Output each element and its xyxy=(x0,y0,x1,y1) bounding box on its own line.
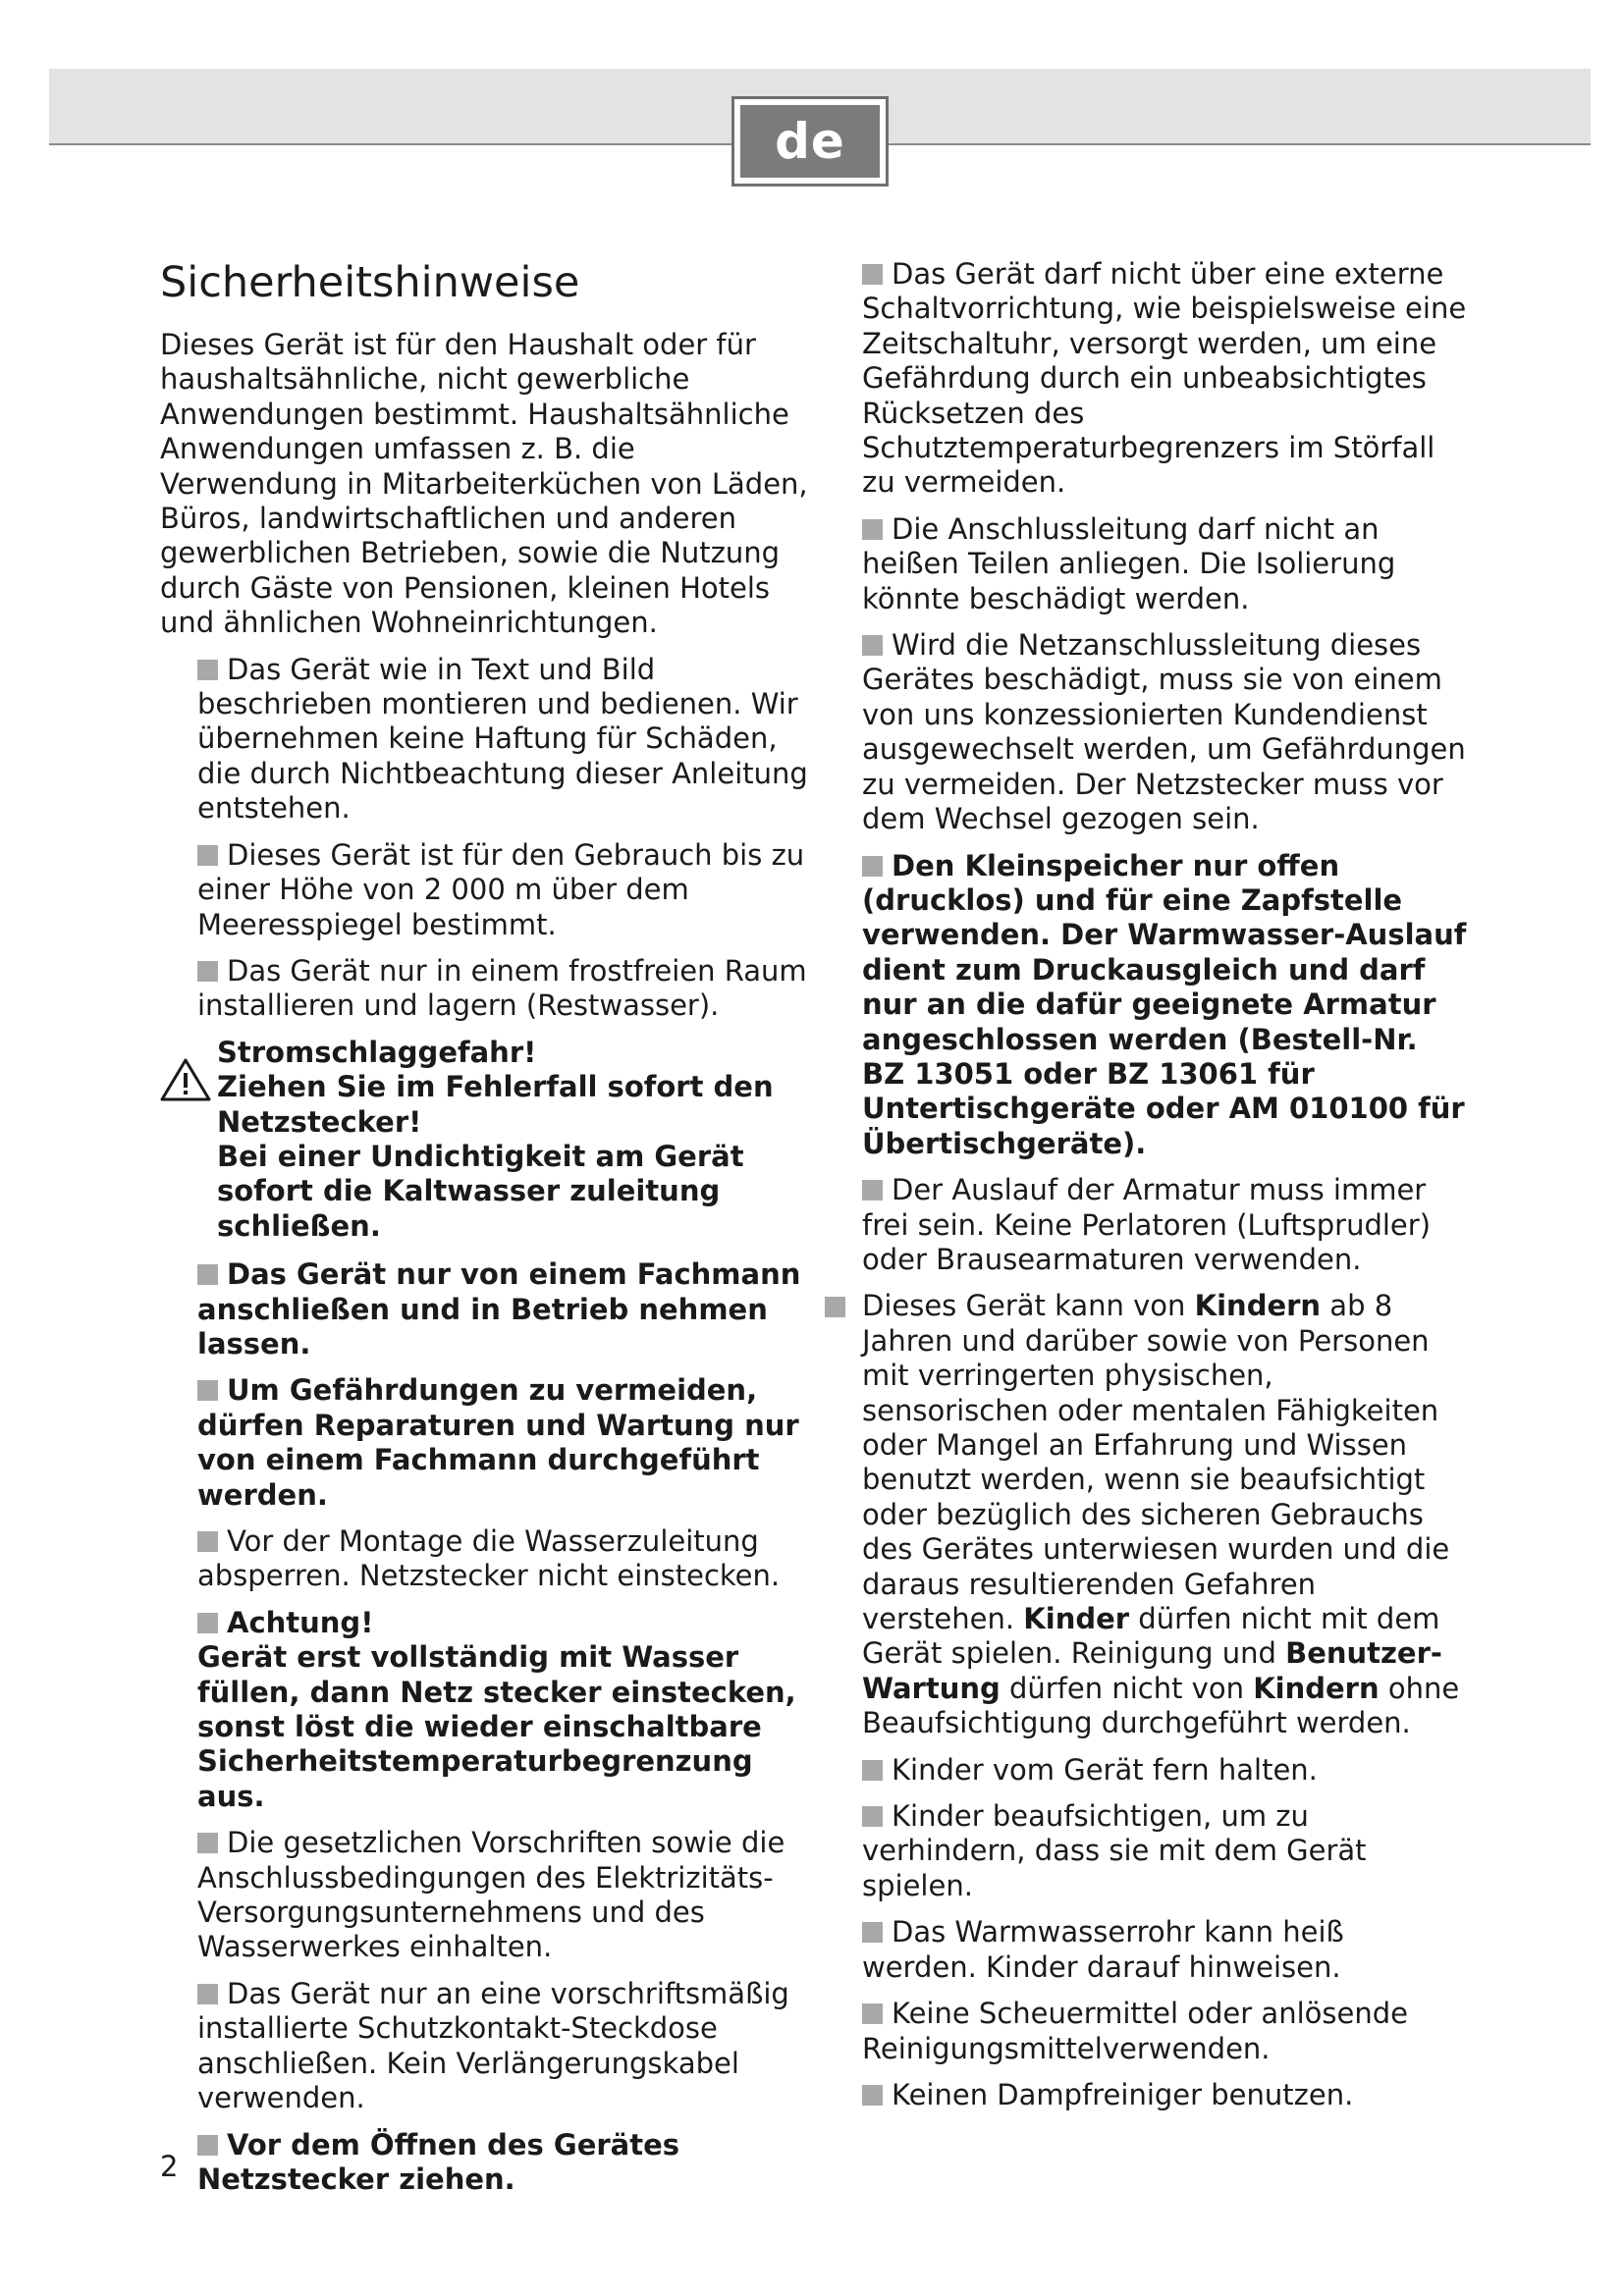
bullet-square-icon xyxy=(197,1380,218,1401)
bullet-item: Das Gerät wie in Text und Bild beschrieben montieren und bedienen. Wir übernehmen keine Haftung für Schäden, die durch Nichtbeachtung dieser Anleitung entstehen. xyxy=(197,652,808,826)
bullet-item: Wird die Netzanschlussleitung dieses Gerätes beschädigt, muss sie von einem von uns konzessionierten Kundendienst ausgewechselt werden, um Gefährdungen zu vermeiden. Der Netzstecker muss vor dem Wechsel gezogen sein. xyxy=(862,628,1466,836)
bullet-square-icon xyxy=(197,1833,218,1853)
bullet-square-icon xyxy=(197,1531,218,1552)
bullet-item: Das Gerät nur in einem frostfreien Raum installieren und lagern (Restwasser). xyxy=(197,953,807,1023)
bullet-item: Das Gerät darf nicht über eine externe Schaltvorrichtung, wie beispielsweise eine Zeitschaltuhr, versorgt werden, um eine Gefährdung durch ein unbeabsichtigtes Rücksetzen des Schutztemperaturbegrenzers im Störfall zu vermeiden. xyxy=(862,257,1467,500)
intro-text: Dieses Gerät ist für den Haushalt oder für haushaltsähnliche, nicht gewerbliche Anwendungen bestimmt. Haushaltsähnliche Anwendungen umfassen z. B. die Verwendung in Mitarbeiterküchen von Läden, Büros, landwirtschaftlichen und anderen gewerblichen Betrieben, sowie die Nutzung durch Gäste von Pensionen, kleinen Hotels und ähnlichen Wohneinrichtungen. xyxy=(160,328,808,640)
bullet-square-icon xyxy=(197,1984,218,2004)
bullet-square-icon xyxy=(862,635,883,656)
bullet-square-icon xyxy=(862,2085,883,2106)
bullet-square-icon xyxy=(862,2003,883,2024)
bullet-square-icon xyxy=(197,660,218,680)
left-column xyxy=(160,257,813,2209)
bullet-item: Um Gefährdungen zu vermeiden, dürfen Reparaturen und Wartung nur von einem Fachmann durchgeführt werden. xyxy=(197,1373,799,1512)
bullet-item-attention: Achtung! Gerät erst vollständig mit Wasser füllen, dann Netz stecker einstecken, sonst löst die wieder einschaltbare Sicherheitstemperaturbegrenzung aus. xyxy=(197,1605,796,1813)
bullet-item: Den Kleinspeicher nur offen (drucklos) und für eine Zapfstelle verwenden. Der Warmwasser-Auslauf dient zum Druckausgleich und darf nur an die dafür geeignete Armatur angeschlossen werden (Bestell-Nr. BZ 13051 oder BZ 13061 für Untertischgeräte oder AM 010100 für Übertischgeräte). xyxy=(862,848,1467,1160)
bullet-square-icon xyxy=(862,1922,883,1943)
bullet-square-icon xyxy=(197,1613,218,1633)
bullet-square-icon xyxy=(825,1297,845,1317)
electric-shock-warning xyxy=(160,1036,813,1244)
warning-line-2: Ziehen Sie im Fehlerfall sofort den Netzstecker! xyxy=(217,1070,774,1139)
bullet-square-icon xyxy=(862,519,883,540)
bullet-item: Vor dem Öffnen des Gerätes Netzstecker ziehen. xyxy=(197,2127,680,2196)
bullet-item: Der Auslauf der Armatur muss immer frei sein. Keine Perlatoren (Luftsprudler) oder Brausearmaturen verwenden. xyxy=(862,1173,1432,1276)
bullet-item: Kinder vom Gerät fern halten. xyxy=(862,1753,1467,1788)
warning-triangle-icon xyxy=(160,1057,211,1102)
bullet-square-icon xyxy=(197,2135,218,2156)
bullet-item: Das Gerät nur von einem Fachmann anschließen und in Betrieb nehmen lassen. xyxy=(197,1257,801,1361)
bullet-square-icon xyxy=(862,264,883,285)
language-code: de xyxy=(740,105,880,178)
language-tab xyxy=(731,96,889,187)
bullet-square-icon xyxy=(862,1760,883,1781)
bullet-item: Das Warmwasserrohr kann heiß werden. Kinder darauf hinweisen. xyxy=(862,1915,1344,1984)
bullet-item: Die Anschlussleitung darf nicht an heißen Teilen anliegen. Die Isolierung könnte beschädigt werden. xyxy=(862,511,1396,615)
bullet-square-icon xyxy=(862,1806,883,1827)
warning-line-3: Bei einer Undichtigkeit am Gerät sofort die Kaltwasser zuleitung schließen. xyxy=(217,1139,744,1243)
bullet-item: Keine Scheuermittel oder anlösende Reinigungsmittelverwenden. xyxy=(862,1997,1408,2065)
bullet-item: Das Gerät nur an eine vorschriftsmäßig installierte Schutzkontakt-Steckdose anschließen. Kein Verlängerungskabel verwenden. xyxy=(197,1976,789,2115)
bullet-item: Vor der Montage die Wasserzuleitung absperren. Netzstecker nicht einstecken. xyxy=(197,1524,781,1593)
bullet-item: Die gesetzlichen Vorschriften sowie die Anschlussbedingungen des Elektrizitäts-Versorgungsunternehmens und des Wasserwerkes einhalten. xyxy=(197,1826,785,1964)
page-number: 2 xyxy=(160,2150,179,2183)
bullet-square-icon xyxy=(197,1264,218,1285)
bullet-item: Kinder beaufsichtigen, um zu verhindern, dass sie mit dem Gerät spielen. xyxy=(862,1799,1367,1902)
bullet-square-icon xyxy=(862,1180,883,1201)
bullet-square-icon xyxy=(197,845,218,866)
bullet-square-icon xyxy=(197,961,218,982)
warning-line-1: Stromschlaggefahr! xyxy=(217,1035,537,1069)
bullet-item-children: Dieses Gerät kann von Kindern ab 8 Jahren und darüber sowie von Personen mit verringerten physischen, sensorischen oder mentalen Fähigkeiten oder Mangel an Erfahrung und Wissen benutzt werden, wenn sie beaufsichtigt oder bezüglich des sicheren Gebrauchs des Gerätes unterwiesen wurden und die daraus resultierenden Gefahren verstehen. Kinder dürfen nicht mit dem Gerät spielen. Reinigung und Benutzer-Wartung dürfen nicht von Kindern ohne Beaufsichtigung durchgeführt werden. xyxy=(825,1289,1467,1740)
section-title: Sicherheitshinweise xyxy=(160,258,580,307)
bullet-item: Keinen Dampfreiniger benutzen. xyxy=(862,2078,1467,2112)
bullet-square-icon xyxy=(862,856,883,877)
bullet-item: Dieses Gerät ist für den Gebrauch bis zu einer Höhe von 2 000 m über dem Meeresspiegel bestimmt. xyxy=(197,837,805,941)
right-column xyxy=(862,257,1467,2124)
